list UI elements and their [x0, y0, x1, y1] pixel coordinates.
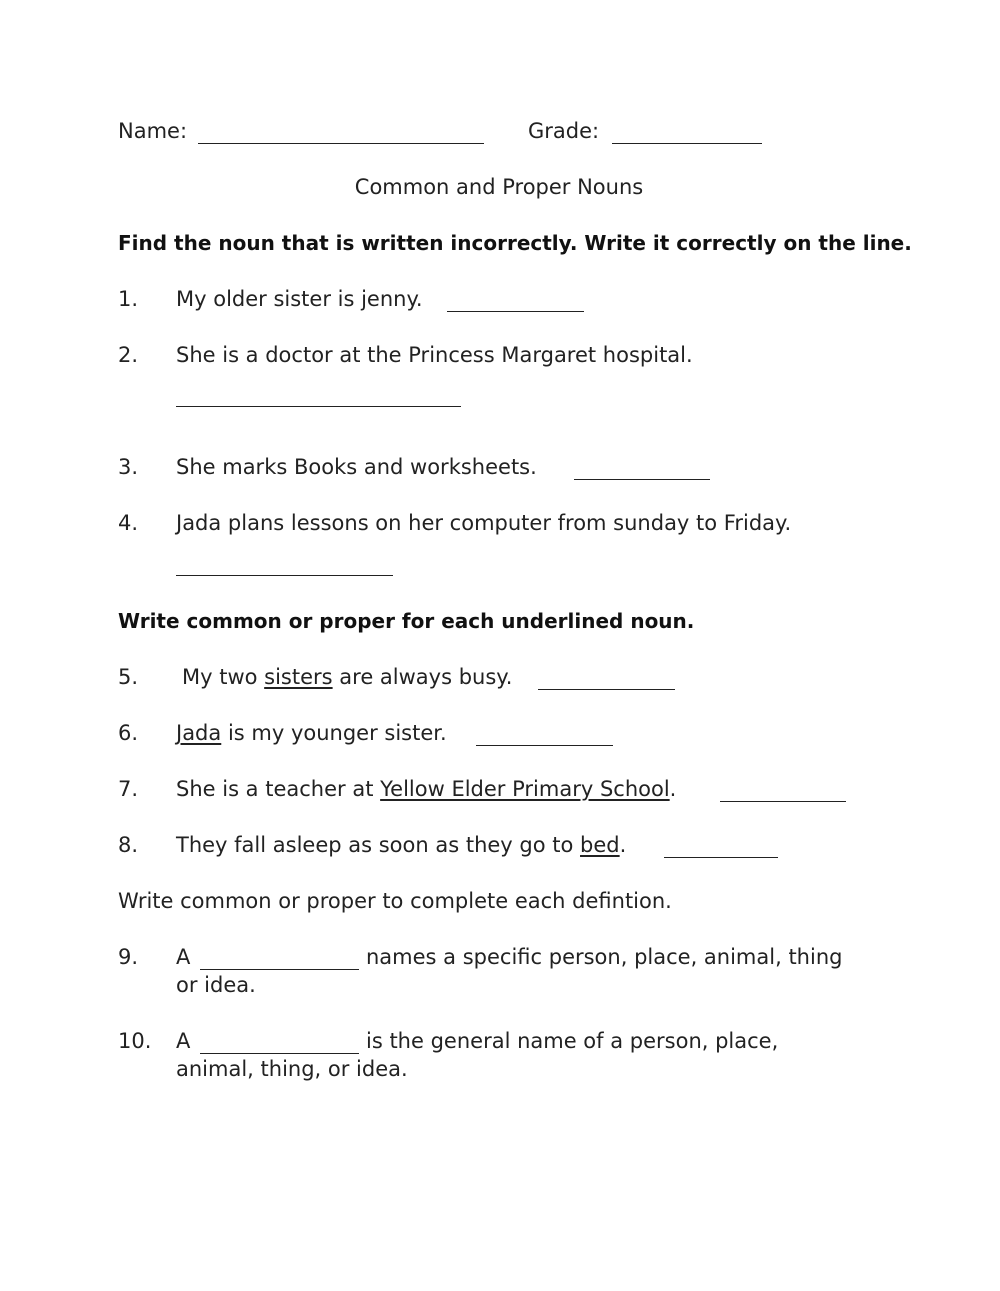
name-label: Name: [118, 119, 188, 143]
answer-line-7[interactable] [720, 801, 846, 802]
underlined-noun: sisters [264, 665, 333, 689]
name-field[interactable] [198, 143, 484, 144]
item-number: 8. [118, 833, 139, 857]
item-number: 7. [118, 777, 139, 801]
answer-line-9[interactable] [200, 969, 359, 970]
answer-line-8[interactable] [664, 857, 778, 858]
item-text: My older sister is jenny. [176, 287, 423, 311]
item-number: 6. [118, 721, 139, 745]
section1-instruction: Find the noun that is written incorrectly. Write it correctly on the line. [118, 231, 912, 255]
grade-label: Grade: [528, 119, 600, 143]
answer-line-3[interactable] [574, 479, 710, 480]
item-text: A [176, 945, 191, 969]
item-text: She is a doctor at the Princess Margaret hospital. [176, 343, 693, 367]
item-number: 2. [118, 343, 139, 367]
answer-line-4[interactable] [176, 575, 393, 576]
item-text: My two sisters are always busy. [182, 665, 513, 689]
item-text-continued: or idea. [176, 973, 256, 997]
item-text: She marks Books and worksheets. [176, 455, 537, 479]
item-number: 4. [118, 511, 139, 535]
item-text: names a specific person, place, animal, thing [366, 945, 843, 969]
item-text: She is a teacher at Yellow Elder Primary School. [176, 777, 677, 801]
answer-line-6[interactable] [476, 745, 613, 746]
item-text: Jada plans lessons on her computer from sunday to Friday. [176, 511, 792, 535]
section3-instruction: Write common or proper to complete each defintion. [118, 889, 672, 913]
item-number: 5. [118, 665, 139, 689]
item-text: Jada is my younger sister. [176, 721, 447, 745]
answer-line-1[interactable] [447, 311, 584, 312]
item-number: 9. [118, 945, 139, 969]
answer-line-10[interactable] [200, 1053, 359, 1054]
item-text-continued: animal, thing, or idea. [176, 1057, 408, 1081]
item-text: They fall asleep as soon as they go to bed. [176, 833, 627, 857]
answer-line-2[interactable] [176, 406, 461, 407]
page-title: Common and Proper Nouns [354, 175, 644, 199]
underlined-noun: Jada [176, 721, 222, 745]
item-number: 1. [118, 287, 139, 311]
item-number: 10. [118, 1029, 152, 1053]
answer-line-5[interactable] [538, 689, 675, 690]
underlined-noun: bed [580, 833, 620, 857]
section2-instruction: Write common or proper for each underlined noun. [118, 609, 695, 633]
item-text: is the general name of a person, place, [366, 1029, 779, 1053]
item-number: 3. [118, 455, 139, 479]
grade-field[interactable] [612, 143, 762, 144]
underlined-noun: Yellow Elder Primary School [380, 777, 670, 801]
item-text: A [176, 1029, 191, 1053]
